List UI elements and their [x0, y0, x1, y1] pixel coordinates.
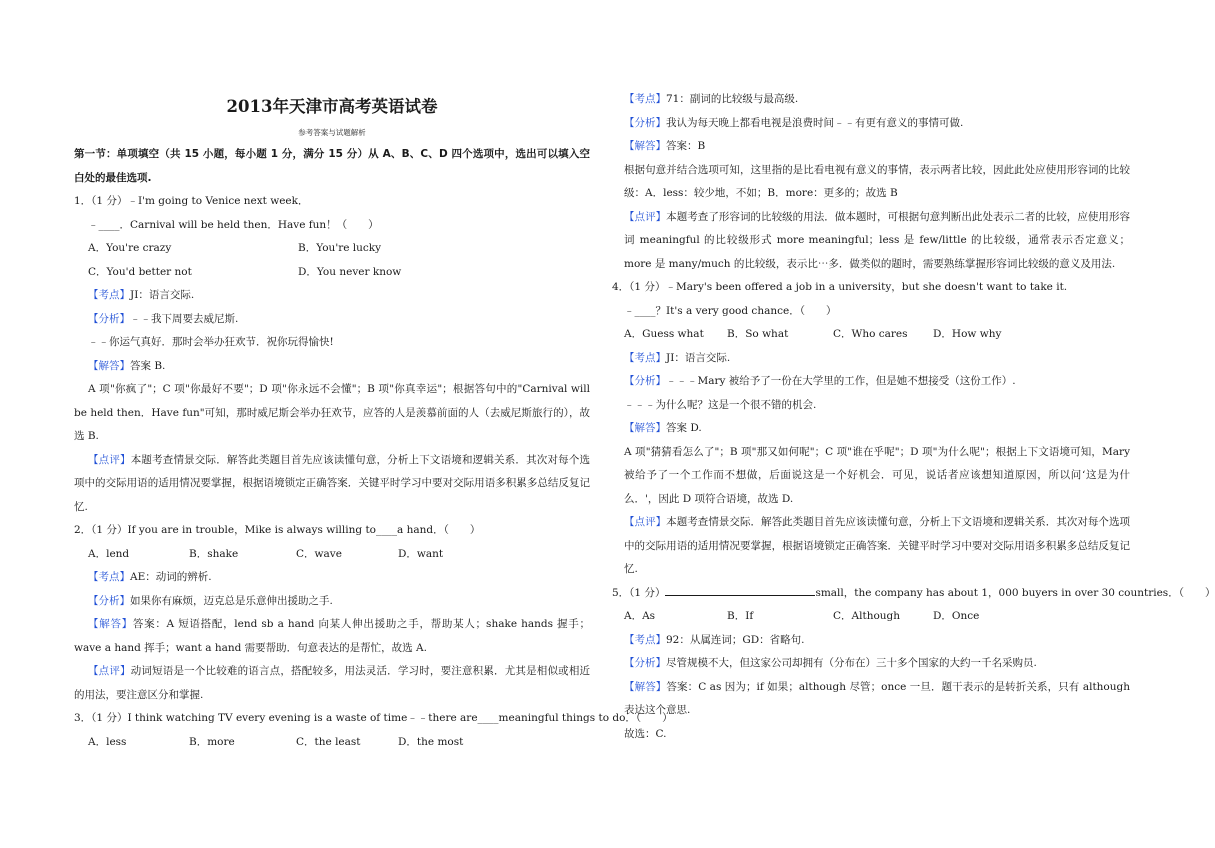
q1-option-c: C．You'd better not: [88, 265, 192, 278]
q4-option-c: C．Who cares: [833, 328, 908, 340]
q5-fenxi-text: 尽管规模不大，但这家公司却拥有（分布在）三十多个国家的大约一千名采购员.: [666, 657, 1037, 669]
fenxi-tag: 【分析】: [88, 594, 130, 607]
q3-options: [74, 731, 590, 755]
q3-dianping: [624, 206, 1130, 277]
q3-option-c: C．the least: [296, 735, 361, 748]
jieda-tag: 【解答】: [88, 618, 133, 630]
q5-option-d: D．Once: [933, 610, 980, 622]
q3-jieda: [624, 135, 1130, 159]
q2-jieda: [74, 613, 590, 660]
fenxi-tag: 【分析】: [624, 116, 666, 129]
q2-dianping: [74, 660, 590, 707]
q1-stem: 1．（1 分）﹣I'm going to Venice next week．: [74, 195, 309, 207]
q5-stem-suffix: small，the company has about 1，000 buyers in over 30 countries．（ ）: [815, 586, 1215, 599]
q2-option-b: B．shake: [189, 547, 239, 560]
q5-options: [624, 605, 1130, 629]
q3-dianping-text: 本题考查了形容词的比较级的用法．做本题时，可根据句意判断出此处表示二者的比较，应使用形容词 meaningful 的比较级形式 more meaningful；less 是 few/little 的比较级，通常表示否定意义；more 是 many/much 的比较级，表示比⋯多．做类似的题时，需要熟练掌握形容词比较级的意义及用法.: [624, 210, 1130, 270]
q4-option-b: B．So what: [727, 328, 789, 340]
q3-jieda-text: 答案：B: [666, 140, 706, 152]
dianping-tag: 【点评】: [88, 453, 131, 466]
q1-fenxi2: ﹣﹣你运气真好．那时会举办狂欢节．祝你玩得愉快!: [88, 336, 334, 348]
q3-fenxi: [624, 112, 1130, 136]
q4-line2: ﹣____？It's a very good chance．（ ）: [624, 304, 837, 317]
q2-fenxi: [74, 590, 590, 614]
q1-kaodian: [74, 284, 590, 308]
q2-option-d: D．want: [398, 547, 444, 560]
q5-kaodian-text: 92：从属连词；GD：省略句.: [666, 633, 805, 646]
dianping-tag: 【点评】: [624, 516, 667, 528]
q5-option-c: C．Although: [833, 610, 901, 622]
q2-kaodian: [74, 566, 590, 590]
q2-dianping-text: 动词短语是一个比较难的语言点，搭配较多，用法灵活．学习时，要注意积累．尤其是相似或相近的用法，要注意区分和掌握.: [74, 665, 591, 701]
q1-dianping: [74, 449, 590, 520]
q1-options-row2: [74, 261, 590, 285]
q1-fenxi: [74, 308, 590, 332]
q5-option-b: B．If: [727, 610, 754, 622]
q4-fenxi-text: ﹣﹣﹣Mary 被给予了一份在大学里的工作，但是她不想接受（这份工作）.: [666, 375, 1016, 387]
q3-fenxi-text: 我认为每天晚上都看电视是浪费时间﹣﹣有更有意义的事情可做.: [666, 116, 964, 129]
q3-option-a: A．less: [88, 735, 127, 748]
q4-jieda-text: 答案 D.: [666, 422, 702, 434]
q4-fenxi: [624, 370, 1130, 394]
q1-jieda-text: 答案 B.: [130, 359, 166, 372]
q5-stem: [612, 582, 1215, 606]
q5-blank: [665, 584, 815, 596]
q4-kaodian-text: JI：语言交际.: [666, 351, 731, 364]
q1-jieda: [74, 355, 590, 379]
section-heading: 第一节：单项填空（共 15 小题，每小题 1 分，满分 15 分）从 A、B、C、D 四个选项中，选出可以填入空白处的最佳选项.: [74, 148, 590, 184]
right-column: [612, 0, 1215, 746]
q5-jieda-text: 答案：C as 因为；if 如果；although 尽管；once 一旦．题干表示的是转折关系，只有 although 表达这个意思.: [624, 680, 1130, 716]
q1-options-row1: [74, 237, 590, 261]
q2-kaodian-text: AE：动词的辨析.: [130, 571, 212, 583]
q4-stem: 4．（1 分）﹣Mary's been offered a job in a university，but she doesn't want to take it.: [612, 281, 1068, 293]
jieda-tag: 【解答】: [624, 140, 666, 152]
q1-option-d: D．You never know: [298, 265, 402, 278]
q5-stem-prefix: 5．（1 分）: [612, 586, 666, 599]
q1-kaodian-text: JI：语言交际.: [130, 289, 195, 301]
q5-jieda: [624, 676, 1130, 723]
q4-option-d: D．How why: [933, 328, 1002, 340]
kaodian-tag: 【考点】: [624, 351, 666, 364]
kaodian-tag: 【考点】: [624, 93, 666, 105]
q4-dianping: [624, 511, 1130, 582]
q3-kaodian-text: 71：副词的比较级与最高级.: [666, 93, 799, 105]
fenxi-tag: 【分析】: [624, 375, 666, 387]
q1-fenxi-text: ﹣﹣我下周要去威尼斯.: [130, 312, 239, 325]
q4-option-a: A．Guess what: [624, 328, 704, 340]
kaodian-tag: 【考点】: [88, 571, 130, 583]
q2-stem: 2．（1 分）If you are in trouble，Mike is always willing to____a hand．（ ）: [74, 524, 481, 536]
q4-dianping-text: 本题考查情景交际．解答此类题目首先应该读懂句意，分析上下文语境和逻辑关系．其次对每个选项中的交际用语的适用情况要掌握，根据语境锁定正确答案．关键平时学习中要对交际用语多积累多总结反复记忆.: [624, 516, 1130, 575]
q3-explain: 根据句意并结合选项可知，这里指的是比看电视有意义的事情，表示两者比较，因此此处应使用形容词的比较级：A．less：较少地，不如；B．more：更多的；故选 B: [624, 163, 1130, 199]
q1-line2: ﹣____．Carnival will be held then．Have fun！（ ）: [88, 218, 379, 231]
q5-fenxi: [624, 652, 1130, 676]
q2-fenxi-text: 如果你有麻烦，迈克总是乐意伸出援助之手.: [130, 594, 333, 607]
page-subtitle: 参考答案与试题解析: [298, 128, 366, 137]
page-title: 2013年天津市高考英语试卷: [226, 97, 438, 116]
dianping-tag: 【点评】: [624, 210, 667, 223]
kaodian-tag: 【考点】: [88, 289, 130, 301]
q5-conclusion: 故选：C.: [624, 727, 667, 740]
q3-kaodian: [624, 88, 1130, 112]
jieda-tag: 【解答】: [88, 359, 130, 372]
fenxi-tag: 【分析】: [88, 312, 130, 325]
q2-option-c: C．wave: [296, 547, 342, 560]
q2-jieda-text: 答案：A 短语搭配，lend sb a hand 向某人伸出援助之手，帮助某人；shake hands 握手；wave a hand 挥手；want a hand 需要帮助．句意表达的是帮忙，故选 A.: [74, 618, 591, 654]
q5-kaodian: [624, 629, 1130, 653]
q3-stem: 3．（1 分）I think watching TV every evening is a waste of time﹣﹣there are____meaningful things to do．（ ）: [74, 712, 673, 724]
kaodian-tag: 【考点】: [624, 633, 666, 646]
q5-option-a: A．As: [624, 610, 656, 622]
q4-fenxi2: ﹣﹣﹣为什么呢？这是一个很不错的机会.: [624, 398, 817, 411]
q3-option-d: D．the most: [398, 735, 464, 748]
jieda-tag: 【解答】: [624, 422, 666, 434]
q1-explain: A 项"你疯了"；C 项"你最好不要"；D 项"你永远不会懂"；B 项"你真幸运"；根据答句中的"Carnival will be held then．Have fun"可知，那时威尼斯会举办狂欢节，应答的人是羡慕前面的人（去威尼斯旅行的），故选 B.: [74, 383, 590, 442]
q4-kaodian: [624, 347, 1130, 371]
q2-option-a: A．lend: [88, 547, 130, 560]
q4-explain: A 项"猜猜看怎么了"；B 项"那又如何呢"；C 项"谁在乎呢"；D 项"为什么呢"；根据上下文语境可知，Mary 被给予了一个工作而不想做，后面说这是一个好机会．可见，说话者应该想知道原因，所以问‘这是为什么．'，因此 D 项符合语境，故选 D.: [624, 445, 1130, 505]
dianping-tag: 【点评】: [88, 665, 131, 677]
q1-dianping-text: 本题考查情景交际．解答此类题目首先应该读懂句意，分析上下文语境和逻辑关系．其次对每个选项中的交际用语的适用情况要掌握，根据语境锁定正确答案．关键平时学习中要对交际用语多积累多总结反复记忆.: [74, 453, 591, 513]
q3-option-b: B．more: [189, 735, 235, 748]
q4-options: [624, 323, 1130, 347]
q1-option-b: B．You're lucky: [298, 242, 382, 254]
fenxi-tag: 【分析】: [624, 657, 666, 669]
q4-jieda: [624, 417, 1130, 441]
jieda-tag: 【解答】: [624, 680, 667, 693]
q2-options: [74, 543, 590, 567]
q1-option-a: A．You're crazy: [88, 242, 172, 254]
